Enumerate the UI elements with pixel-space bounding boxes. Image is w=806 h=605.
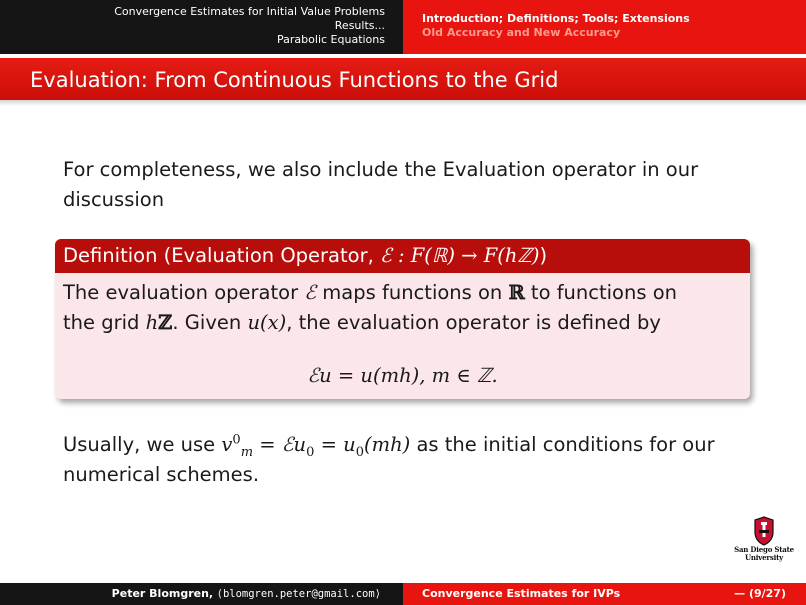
section-link-introduction[interactable]: Introduction; Definitions; Tools; Extensions (422, 12, 690, 25)
definition-title-math: ℰ : F(ℝ) → F(hℤ) (380, 244, 540, 267)
function-symbol: u(x) (247, 311, 287, 334)
frame-title: Evaluation: From Continuous Functions to the Grid (30, 68, 559, 92)
definition-title-suffix: ) (539, 244, 548, 267)
definition-body (55, 273, 750, 399)
header-navigation (0, 0, 403, 54)
subscript: m (240, 444, 254, 460)
subscript: 0 (355, 444, 364, 460)
grid-function-symbol: v (221, 433, 233, 456)
evaluation-equation: ℰu = u(mh), m ∈ ℤ. (307, 364, 498, 387)
definition-text: , the evaluation operator is defined by (286, 311, 661, 334)
grid-spacing-symbol: h (145, 311, 159, 334)
header (0, 0, 806, 54)
outro-text: Usually, we use (63, 433, 222, 456)
definition-text: . Given (172, 311, 248, 334)
definition-text: The evaluation operator (63, 281, 305, 304)
definition-block (55, 239, 750, 399)
author-name: Peter Blomgren, (111, 587, 214, 600)
title-shadow (0, 100, 806, 106)
superscript: 0 (232, 432, 241, 448)
outro-math: (mh) (363, 433, 411, 456)
evaluation-operator-symbol: ℰ (304, 281, 317, 304)
definition-title (55, 239, 750, 273)
outro-math: = ℰu (253, 433, 307, 456)
sdsu-shield-icon (753, 516, 775, 546)
header-sections (403, 0, 806, 54)
author-email[interactable]: ⟨blomgren.peter@gmail.com⟩ (216, 588, 381, 600)
definition-text: the grid (63, 311, 146, 334)
reals-symbol: ℝ (508, 281, 525, 304)
nav-link-results[interactable]: Results... (334, 19, 385, 32)
outro-text: as the initial conditions for our numerical schemes. (63, 433, 715, 486)
page-number: — (9/27) (734, 587, 786, 600)
definition-line-1 (63, 278, 677, 308)
section-link-old-accuracy[interactable]: Old Accuracy and New Accuracy (422, 26, 621, 39)
intro-paragraph: For completeness, we also include the Evaluation operator in our discussion (63, 158, 699, 211)
outro-math: = u (314, 433, 356, 456)
logo-line-2: University (745, 553, 783, 562)
footer-author (0, 583, 403, 605)
footer-short-title: Convergence Estimates for IVPs (422, 587, 621, 600)
nav-link-convergence[interactable]: Convergence Estimates for Initial Value Problems (114, 5, 385, 18)
sdsu-logo-icon (728, 516, 800, 572)
logo-line-1: San Diego State (734, 545, 794, 554)
outro-paragraph (63, 430, 743, 490)
subscript: 0 (306, 444, 315, 460)
nav-link-parabolic[interactable]: Parabolic Equations (277, 33, 385, 46)
definition-text: to functions on (524, 281, 677, 304)
footer-info (403, 583, 806, 605)
definition-title-prefix: Definition (Evaluation Operator, (63, 244, 380, 267)
definition-line-2 (63, 308, 661, 338)
integers-symbol: ℤ (158, 311, 173, 334)
definition-text: maps functions on (316, 281, 509, 304)
frame-title-bar (0, 58, 806, 100)
footer (0, 583, 806, 605)
